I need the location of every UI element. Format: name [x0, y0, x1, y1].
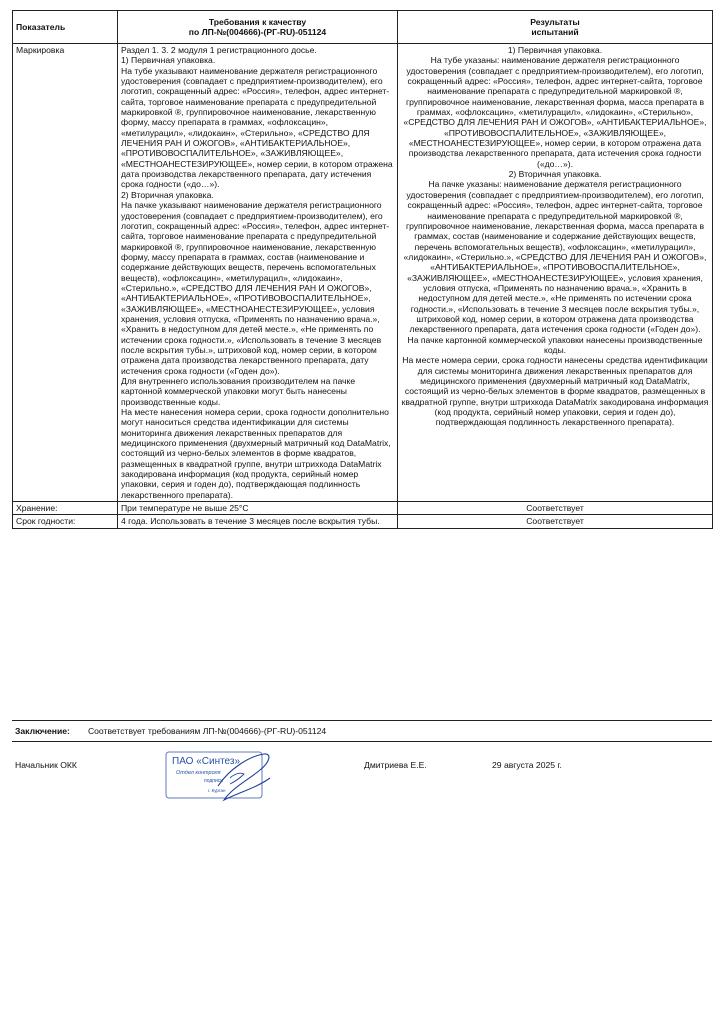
- storage-result: Соответствует: [398, 502, 713, 515]
- storage-label: Хранение:: [13, 502, 118, 515]
- marking-res-p1: На тубе указаны: наименование держателя регистрационного удостоверения (совпадает с предприятием-производителем), его логотип, сокращенный адрес: «Россия», телефон, адрес интернет-сайта, торговое наименование препарата с предупредительной маркировкой ®, группировочное наименование, лекарственная форма, масса препарата в граммах, «офлоксацин», «метилурацил», «лидокаин», «Стерильно», «СРЕДСТВО ДЛЯ ЛЕЧЕНИЯ РАН И ОЖОГОВ», «АНТИБАКТЕРИАЛЬНОЕ», «ПРОТИВОВОСПАЛИТЕЛЬНОЕ», «ЗАЖИВЛЯЮЩЕЕ», «МЕСТНОАНЕСТЕЗИРУЮЩЕЕ», номер серии, в котором отражена дата производства лекарственного препарата, дата истечения срока годности («до…»).: [403, 55, 707, 169]
- marking-req-p0: Раздел 1. 3. 2 модуля 1 регистрационного досье.: [121, 45, 317, 55]
- marking-req-p5: Для внутреннего использования производителем на пачке картонной коммерческой упаковки могут быть нанесены производственные коды.: [121, 376, 356, 407]
- marking-req-p4: На пачке указывают наименование держателя регистрационного удостоверения (совпадает с предприятием-производителем), его логотип, сокращенный адрес: «Россия», телефон, адрес интернет-сайта, торговое наименование препарата с предупредительной маркировкой ®, группировочное наименование, лекарственную форму, массу препарата в граммах, состав (наименование и содержание действующих веществ, перечень вспомогательных веществ), «офлоксацин», «метилурацил», «лидокаин», «Стерильно.», «СРЕДСТВО ДЛЯ ЛЕЧЕНИЯ РАН И ОЖОГОВ», «АНТИБАКТЕРИАЛЬНОЕ», «ПРОТИВОВОСПАЛИТЕЛЬНОЕ», «ЗАЖИВЛЯЮЩЕЕ», «МЕСТНОАНЕСТЕЗИРУЮЩЕЕ», условия хранения, условия отпуска, «Применять по назначению врача.», «Хранить в недоступном для детей месте.», «Не применять по истечении срока годности.», «Использовать в течение 3 месяцев после вскрытия тубы.», штриховой код, номер серии, в котором отражена дата производства лекарственного препарата, дату истечения срока годности («Годен до»).: [121, 200, 390, 376]
- header-results-line1: Результаты: [530, 16, 580, 27]
- marking-label: Маркировка: [13, 44, 118, 502]
- stamp-sub-text: Отдел контроля: [176, 770, 221, 776]
- signatory-name: Дмитриева Е.Е.: [364, 760, 427, 770]
- marking-res-p0: 1) Первичная упаковка.: [507, 45, 603, 55]
- company-stamp: [160, 748, 280, 808]
- shelf-life-label: Срок годности:: [13, 515, 118, 528]
- header-results: [398, 11, 713, 44]
- marking-res-p3: На пачке указаны: наименование держателя регистрационного удостоверения (совпадает с предприятием-производителем), его логотип, сокращенный адрес: «Россия», телефон, адрес интернет-сайта, торговое наименование препарата с предупредительной маркировкой ®, группировочное наименование, лекарственная форма, масса препарата в граммах, состав (наименование и содержание действующих веществ, перечень вспомогательных веществ), «офлоксацин», «метилурацил», «лидокаин», «Стерильно.», «СРЕДСТВО ДЛЯ ЛЕЧЕНИЯ РАН И ОЖОГОВ», «АНТИБАКТЕРИАЛЬНОЕ», «ПРОТИВОВОСПАЛИТЕЛЬНОЕ», «ЗАЖИВЛЯЮЩЕЕ», «МЕСТНОАНЕСТЕЗИРУЮЩЕЕ», условия хранения, условия отпуска, «Применять по назначению врача.», «Хранить в недоступном для детей месте.», «Не применять по истечении срока годности.», «Использовать в течение 3 месяцев после вскрытия тубы.», штриховой код, номер серии, в котором отражена дата производства лекарственного препарата, дата истечения срока годности («Годен до»).: [403, 179, 707, 335]
- stamp-graphic: [160, 748, 280, 808]
- marking-req-p1: 1) Первичная упаковка.: [121, 55, 216, 66]
- header-requirements-line2: по ЛП-№(004666)-(РГ-RU)-051124: [188, 27, 327, 37]
- signature-loop: [230, 773, 244, 784]
- shelf-life-result: Соответствует: [398, 515, 713, 528]
- conclusion: [12, 720, 712, 742]
- marking-result: [398, 44, 713, 502]
- marking-req-p3: 2) Вторичная упаковка.: [121, 189, 214, 200]
- storage-requirement: При температуре не выше 25°С: [118, 502, 398, 515]
- header-indicator: Показатель: [13, 11, 118, 44]
- conclusion-label: Заключение:: [15, 726, 70, 736]
- stamp-mid-text: подписи: [204, 778, 224, 784]
- table-row-storage: [13, 502, 713, 515]
- header-results-line2: испытаний: [531, 27, 579, 37]
- signatory-position: Начальник ОКК: [15, 760, 77, 770]
- marking-res-p5: На месте номера серии, срока годности нанесены средства идентификации для системы мониторинга движения лекарственных препаратов для медицинского применения (двухмерный матричный код DataMatrix, состоящий из черно-белых элементов в форме квадратов, размещенных в квадратной группе, внутри штрихкода DataMatrix закодирована информация (код продукта, серийный номер упаковки, серия и годен до), подтверждающая подлинность лекарственного препарата).: [401, 355, 709, 428]
- header-requirements: [118, 11, 398, 44]
- marking-requirement: [118, 44, 398, 502]
- marking-res-p2: 2) Вторичная упаковка.: [508, 169, 602, 180]
- stamp-city-text: г. Курган: [208, 788, 226, 793]
- marking-res-p4: На пачке картонной коммерческой упаковки нанесены производственные коды.: [407, 334, 703, 355]
- marking-req-p6: На месте нанесения номера серии, срока годности дополнительно могут наноситься средства идентификации для системы мониторинга движения лекарственных препаратов для медицинского применения (двухмерный матричный код DataMatrix, состоящий из черно-белых элементов в форме квадратов, размещенных в квадратной группе, внутри штрихкода DataMatrix закодирована информация (код продукта, серийный номер упаковки, серия и годен до), подтверждающая подлинность лекарственного препарата).: [121, 407, 391, 500]
- marking-req-p2: На тубе указывают наименование держателя регистрационного удостоверения (совпадает с предприятием-производителем), его логотип, сокращенный адрес: «Россия», телефон, адрес интернет-сайта, торговое наименование препарата с предупредительной маркировкой ®, группировочное наименование, лекарственную форму, массу препарата в граммах, «офлоксацин», «метилурацил», «лидокаин», «Стерильно», «СРЕДСТВО ДЛЯ ЛЕЧЕНИЯ РАН И ОЖОГОВ», «АНТИБАКТЕРИАЛЬНОЕ», «ПРОТИВОВОСПАЛИТЕЛЬНОЕ», «ЗАЖИВЛЯЮЩЕЕ», «МЕСТНОАНЕСТЕЗИРУЮЩЕЕ», номер серии, в котором отражена дата производства лекарственного препарата, дату истечения срока годности («до…»).: [121, 65, 393, 190]
- stamp-org-text: ПАО «Синтез»: [172, 756, 241, 767]
- quality-table: [12, 10, 713, 529]
- table-row-marking: [13, 44, 713, 502]
- table-header-row: [13, 11, 713, 44]
- conclusion-text: Соответствует требованиям ЛП-№(004666)-(РГ-RU)-051124: [87, 726, 327, 736]
- header-requirements-line1: Требования к качеству: [208, 16, 307, 27]
- signature-date: 29 августа 2025 г.: [492, 760, 562, 770]
- table-row-shelf-life: [13, 515, 713, 528]
- shelf-life-requirement: 4 года. Использовать в течение 3 месяцев после вскрытия тубы.: [118, 515, 398, 528]
